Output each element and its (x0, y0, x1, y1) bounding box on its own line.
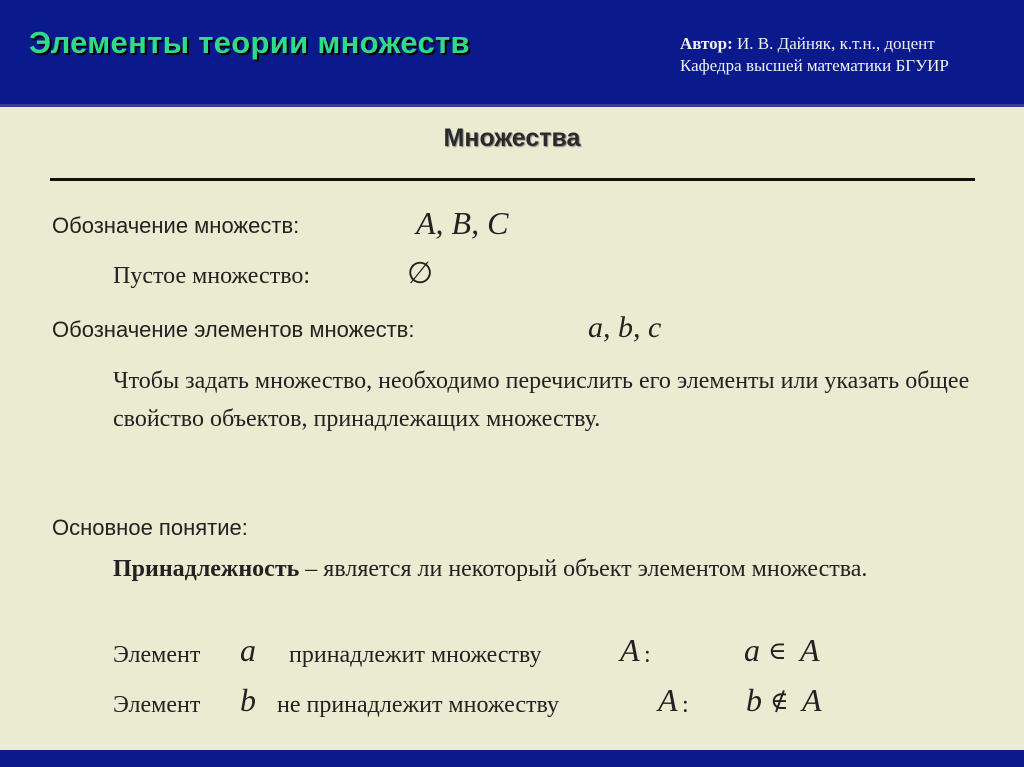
line1-colon: : (644, 642, 651, 668)
line1-var: a (240, 632, 256, 668)
line1-formula-left: a (744, 632, 760, 668)
line1-element-word: Элемент (113, 642, 201, 668)
sets-symbols: A, B, C (416, 205, 509, 241)
line2-var: b (240, 682, 256, 718)
author-label: Автор: (680, 34, 733, 53)
elements-label: Обозначение элементов множеств: (52, 317, 415, 342)
department: Кафедра высшей математики БГУИР (680, 56, 949, 75)
header-divider (0, 104, 1024, 107)
header-bar (0, 0, 1024, 104)
line1-formula-right: A (800, 632, 820, 668)
not-element-of-icon: ∉ (770, 686, 789, 715)
membership-term: Принадлежность (113, 556, 300, 582)
membership-rest: – является ли некоторый объект элементом множества. (299, 556, 868, 582)
author-name: И. В. Дайняк, к.т.н., доцент (737, 34, 935, 53)
author-info (680, 33, 949, 77)
basic-concept-label: Основное понятие: (52, 515, 248, 540)
title-underline (50, 178, 975, 181)
line2-colon: : (682, 692, 689, 718)
element-of-icon: ∈ (768, 636, 787, 665)
slide-title: Элементы теории множеств (29, 25, 470, 60)
line1-belongs-text: принадлежит множеству (289, 642, 542, 668)
line2-not-belongs-text: не принадлежит множеству (277, 692, 560, 718)
line2-element-word: Элемент (113, 692, 201, 718)
line2-formula-left: b (746, 682, 762, 718)
elements-symbols: a, b, c (588, 311, 662, 344)
empty-set-icon: ∅ (407, 256, 434, 291)
empty-set-label: Пустое множество: (113, 263, 311, 289)
membership-definition (113, 550, 993, 588)
line2-set: A (658, 682, 678, 718)
section-title: Множества (443, 124, 581, 152)
line2-formula-right: A (802, 682, 822, 718)
line1-set: A (620, 632, 640, 668)
sets-label: Обозначение множеств: (52, 213, 300, 238)
footer-bar (0, 750, 1024, 767)
definition-text: Чтобы задать множество, необходимо перечислить его элементы или указать общее свойство объектов, принадлежащих множеству. (113, 368, 970, 432)
